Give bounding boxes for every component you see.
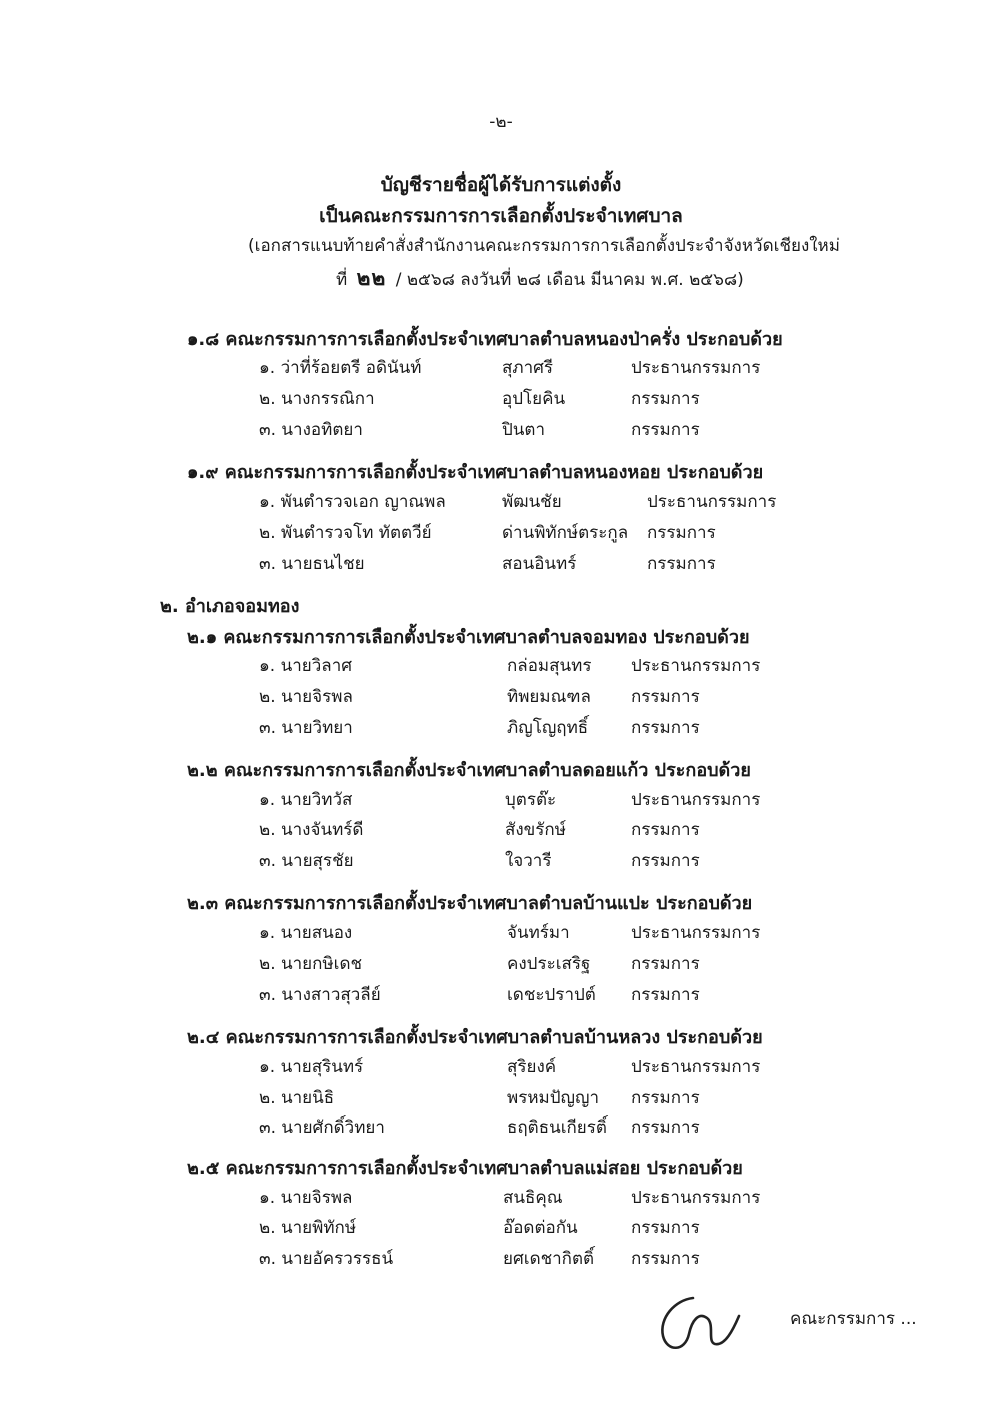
title-line-2: เป็นคณะกรรมการการเลือกตั้งประจำเทศบาล	[319, 205, 683, 227]
order-number: ๒๒	[356, 266, 387, 290]
member-surname: ใจวารี	[505, 851, 552, 871]
member-surname: พรหมปัญญา	[507, 1088, 600, 1108]
member-surname: ธฤติธนเกียรติ์	[507, 1118, 607, 1138]
member-name: ๓. นางสาวสุวลีย์	[259, 985, 381, 1005]
member-surname: พัฒนชัย	[502, 492, 562, 512]
page-number: -๒-	[489, 112, 513, 132]
member-name: ๒. นายกษิเดช	[259, 954, 363, 974]
member-name: ๓. นายธนไชย	[259, 554, 365, 574]
member-role: กรรมการ	[647, 554, 716, 574]
member-role: ประธานกรรมการ	[631, 790, 761, 810]
member-role: กรรมการ	[631, 1118, 700, 1138]
member-role: ประธานกรรมการ	[647, 492, 777, 512]
member-surname: สนธิคุณ	[503, 1188, 563, 1208]
member-name: ๒. นายนิธิ	[259, 1088, 335, 1108]
member-name: ๓. นายสุรชัย	[259, 851, 354, 871]
member-role: ประธานกรรมการ	[631, 923, 761, 943]
member-role: ประธานกรรมการ	[631, 1057, 761, 1077]
member-role: ประธานกรรมการ	[631, 1188, 761, 1208]
member-name: ๑. นายวิทวัส	[259, 790, 353, 810]
member-role: กรรมการ	[647, 523, 716, 543]
member-surname: อ๊อดต่อกัน	[503, 1218, 578, 1238]
section-heading-1-8: ๑.๘ คณะกรรมการการเลือกตั้งประจำเทศบาลตำบลหนองป่าครั่ง ประกอบด้วย	[187, 329, 783, 350]
member-surname: กล่อมสุนทร	[507, 656, 592, 676]
member-surname: จันทร์มา	[507, 923, 570, 943]
member-role: ประธานกรรมการ	[631, 656, 761, 676]
member-role: กรรมการ	[631, 718, 700, 738]
member-name: ๑. นายวิลาศ	[259, 656, 353, 676]
member-name: ๓. นายวิทยา	[259, 718, 353, 738]
member-surname: สุริยงค์	[507, 1057, 557, 1077]
member-surname: อุปโยคิน	[502, 389, 566, 409]
section-heading-2-4: ๒.๔ คณะกรรมการการเลือกตั้งประจำเทศบาลตำบลบ้านหลวง ประกอบด้วย	[187, 1027, 763, 1048]
member-role: กรรมการ	[631, 1218, 700, 1238]
member-name: ๒. พันตำรวจโท ทัตตวีย์	[259, 523, 432, 543]
member-name: ๒. นางกรรณิกา	[259, 389, 375, 409]
member-surname: คงประเสริฐ	[507, 954, 591, 974]
member-surname: ยศเดชากิตติ์	[503, 1249, 595, 1269]
member-name: ๑. นายจิรพล	[259, 1188, 353, 1208]
member-role: กรรมการ	[631, 420, 700, 440]
member-name: ๑. นายสนอง	[259, 923, 353, 943]
subtitle-line-2	[336, 262, 744, 295]
member-surname: ด่านพิทักษ์ตระกูล	[502, 523, 629, 543]
member-role: กรรมการ	[631, 1088, 700, 1108]
title-line-1: บัญชีรายชื่อผู้ได้รับการแต่งตั้ง	[380, 174, 622, 196]
subtitle-rest: / ๒๕๖๘ ลงวันที่ ๒๘ เดือน มีนาคม พ.ศ. ๒๕๖๘)	[395, 270, 744, 290]
member-name: ๓. นางอทิตยา	[259, 420, 363, 440]
member-name: ๒. นางจันทร์ดี	[259, 820, 364, 840]
member-surname: เดชะปราปต์	[507, 985, 596, 1005]
member-name: ๓. นายศักดิ์วิทยา	[259, 1118, 385, 1138]
member-surname: สอนอินทร์	[502, 554, 577, 574]
member-surname: ภิญโญฤทธิ์	[507, 718, 589, 738]
member-role: กรรมการ	[631, 1249, 700, 1269]
member-role: กรรมการ	[631, 389, 700, 409]
member-surname: ทิพยมณฑล	[507, 687, 591, 707]
member-role: กรรมการ	[631, 985, 700, 1005]
signature-mark	[655, 1290, 745, 1360]
district-heading: ๒. อำเภอจอมทอง	[160, 596, 300, 617]
member-surname: บุตรต๊ะ	[505, 790, 557, 810]
section-heading-2-5: ๒.๕ คณะกรรมการการเลือกตั้งประจำเทศบาลตำบลแม่สอย ประกอบด้วย	[187, 1158, 743, 1179]
member-surname: สุภาศรี	[502, 358, 554, 378]
member-name: ๑. นายสุรินทร์	[259, 1057, 364, 1077]
member-name: ๑. ว่าที่ร้อยตรี อดินันท์	[259, 358, 422, 378]
section-heading-1-9: ๑.๙ คณะกรรมการการเลือกตั้งประจำเทศบาลตำบลหนองหอย ประกอบด้วย	[187, 462, 764, 483]
member-role: กรรมการ	[631, 954, 700, 974]
section-heading-2-2: ๒.๒ คณะกรรมการการเลือกตั้งประจำเทศบาลตำบลดอยแก้ว ประกอบด้วย	[187, 760, 751, 781]
member-surname: ปินตา	[502, 420, 545, 440]
continued-text: คณะกรรมการ ...	[790, 1309, 917, 1329]
section-heading-2-3: ๒.๓ คณะกรรมการการเลือกตั้งประจำเทศบาลตำบลบ้านแปะ ประกอบด้วย	[187, 893, 753, 914]
member-surname: สังขรักษ์	[505, 820, 566, 840]
member-name: ๒. นายพิทักษ์	[259, 1218, 357, 1238]
member-role: กรรมการ	[631, 851, 700, 871]
member-name: ๓. นายอัครวรรธน์	[259, 1249, 394, 1269]
member-role: ประธานกรรมการ	[631, 358, 761, 378]
subtitle-prefix: ที่	[336, 270, 348, 290]
section-heading-2-1: ๒.๑ คณะกรรมการการเลือกตั้งประจำเทศบาลตำบลจอมทอง ประกอบด้วย	[187, 627, 750, 648]
member-role: กรรมการ	[631, 687, 700, 707]
member-role: กรรมการ	[631, 820, 700, 840]
member-name: ๒. นายจิรพล	[259, 687, 353, 707]
member-name: ๑. พันตำรวจเอก ญาณพล	[259, 492, 446, 512]
subtitle-line-1: (เอกสารแนบท้ายคำสั่งสำนักงานคณะกรรมการการเลือกตั้งประจำจังหวัดเชียงใหม่	[248, 236, 840, 256]
